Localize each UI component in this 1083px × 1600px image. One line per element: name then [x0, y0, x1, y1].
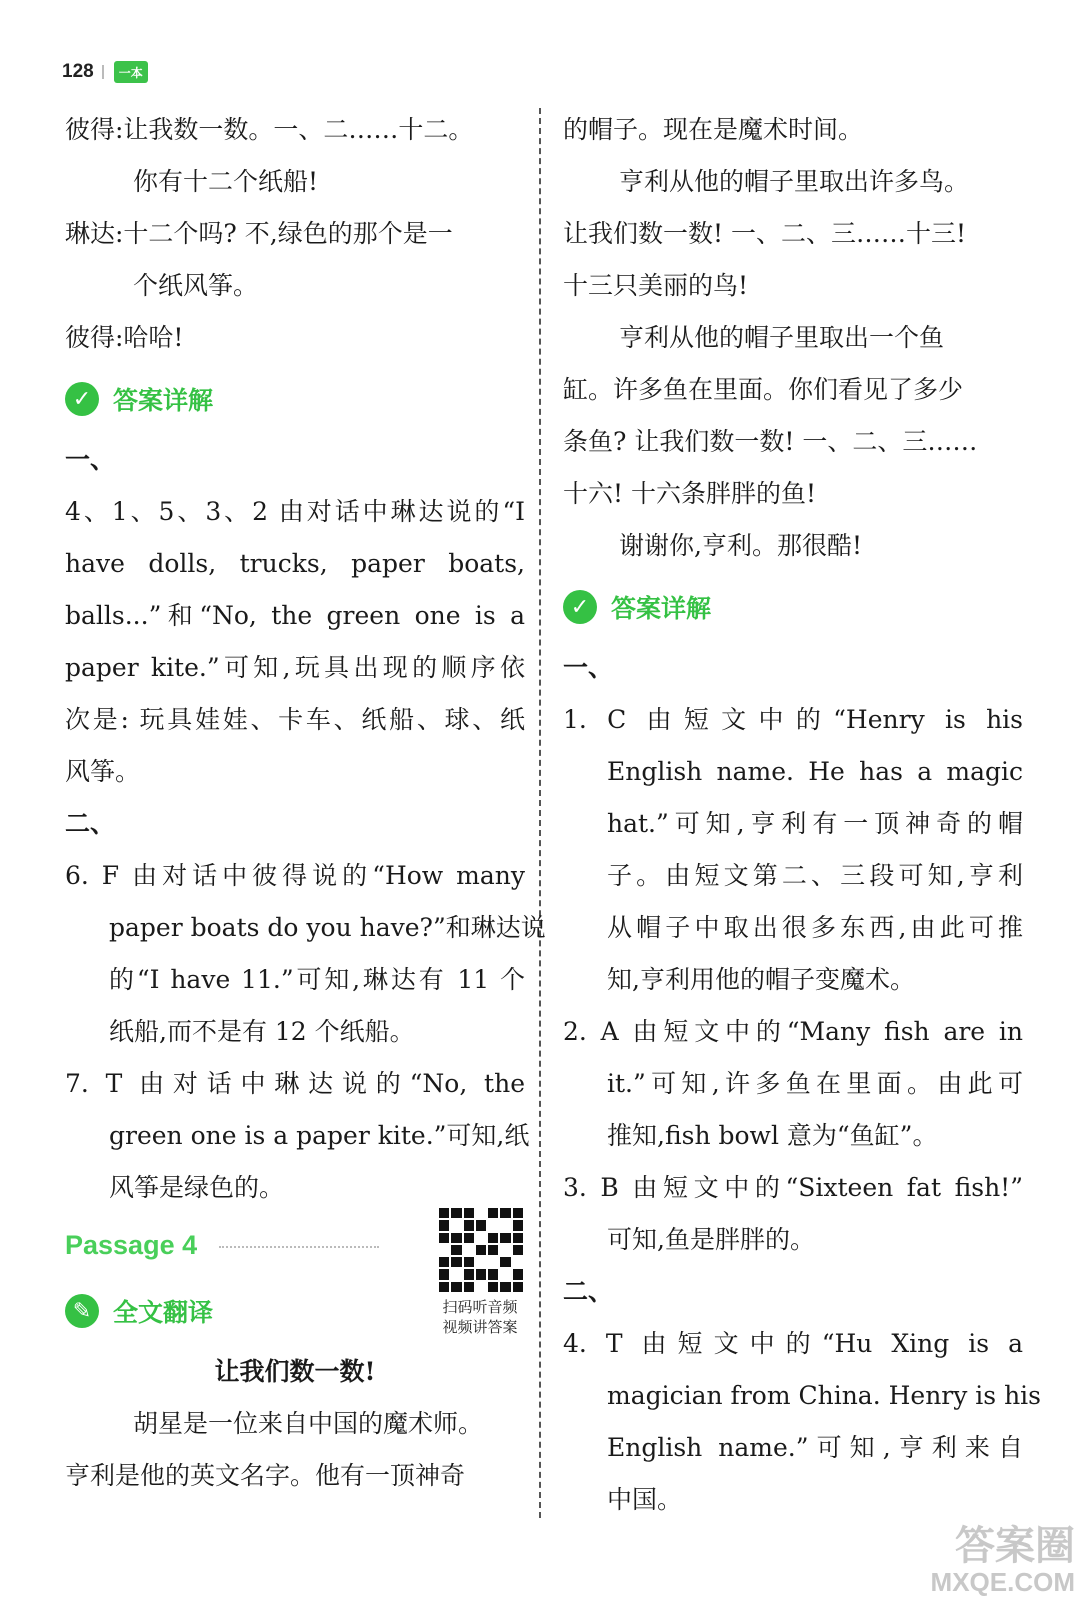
answer-line: paper boats do you have?”和琳达说 — [109, 913, 546, 942]
watermark-domain: MXQE.COM — [930, 1567, 1075, 1597]
part-label: 一、 — [563, 653, 614, 682]
answer-line: 的“I have 11.”可知,琳达有 11 个 — [109, 965, 525, 994]
answer-line: balls...”和“No, the green one is a — [65, 601, 525, 630]
answer-line: English name. He has a magic — [607, 757, 1023, 786]
story-line: 亨利从他的帽子里取出许多鸟。 — [619, 167, 970, 196]
part-label: 二、 — [65, 809, 116, 838]
story-line: 谢谢你,亨利。那很酷! — [619, 531, 862, 560]
column-divider — [539, 108, 541, 1518]
dialogue-line: 琳达:十二个吗? 不,绿色的那个是一 — [65, 219, 453, 248]
watermark — [931, 1524, 1075, 1596]
right-column — [563, 104, 1042, 1526]
story-line: 胡星是一位来自中国的魔术师。 — [133, 1409, 484, 1438]
qr-code-icon[interactable] — [439, 1208, 523, 1292]
dialogue-line: 你有十二个纸船! — [133, 167, 319, 196]
story-line: 十三只美丽的鸟! — [563, 271, 749, 300]
page-number: 128 — [62, 61, 94, 82]
qr-caption: 扫码听音频 视频讲答案 — [442, 1298, 518, 1336]
answer-line: magician from China. Henry is his — [607, 1381, 1042, 1410]
answer-heading-text: 答案详解 — [611, 594, 712, 623]
story-line: 亨利是他的英文名字。他有一顶神奇 — [65, 1461, 466, 1490]
answer-line: 纸船,而不是有 12 个纸船。 — [109, 1017, 415, 1046]
answer-heading-text: 答案详解 — [113, 386, 214, 415]
dialogue-line: 个纸风筝。 — [133, 271, 259, 300]
answer-line: 推知,fish bowl 意为“鱼缸”。 — [607, 1121, 938, 1150]
answer-line: 中国。 — [607, 1485, 683, 1514]
dialogue-line: 彼得:让我数一数。一、二……十二。 — [65, 115, 474, 144]
story-title: 让我们数一数! — [214, 1357, 376, 1386]
answer-line: 知,亨利用他的帽子变魔术。 — [607, 965, 915, 994]
answer-line: 1. C 由短文中的“Henry is his — [563, 705, 1023, 734]
header-divider — [102, 65, 104, 79]
part-label: 二、 — [563, 1277, 614, 1306]
page-header — [62, 58, 148, 86]
translation-heading-text: 全文翻译 — [113, 1298, 214, 1327]
check-icon: ✓ — [65, 382, 99, 416]
left-column — [65, 104, 546, 1502]
answer-line: 7. T 由对话中琳达说的“No, the — [65, 1069, 525, 1098]
answer-line: paper kite.”可知,玩具出现的顺序依 — [65, 653, 525, 682]
answer-line: 从帽子中取出很多东西,由此可推 — [607, 913, 1023, 942]
answer-line: 4. T 由短文中的“Hu Xing is a — [563, 1329, 1023, 1358]
answer-section-heading — [563, 572, 1023, 642]
dotted-rule — [219, 1246, 379, 1248]
story-line: 的帽子。现在是魔术时间。 — [563, 115, 864, 144]
answer-line: 风筝。 — [65, 757, 141, 786]
story-line: 缸。许多鱼在里面。你们看见了多少 — [563, 375, 964, 404]
answer-line: it.”可知,许多鱼在里面。由此可 — [607, 1069, 1023, 1098]
answer-line: 风筝是绿色的。 — [109, 1173, 285, 1202]
answer-line: 6. F 由对话中彼得说的“How many — [65, 861, 525, 890]
passage-title: Passage 4 — [65, 1229, 198, 1260]
brand-logo: 一本 — [114, 61, 148, 83]
watermark-text: 答案圈 — [955, 1524, 1075, 1568]
answer-line: 可知,鱼是胖胖的。 — [607, 1225, 815, 1254]
answer-line: English name.”可知,亨利来自 — [607, 1433, 1023, 1462]
answer-section-heading — [65, 364, 525, 434]
story-line: 让我们数一数! 一、二、三……十三! — [563, 219, 967, 248]
answer-line: 次是: 玩具娃娃、卡车、纸船、球、纸 — [65, 705, 525, 734]
dialogue-line: 彼得:哈哈! — [65, 323, 184, 352]
answer-line: have dolls, trucks, paper boats, — [65, 549, 525, 578]
answer-line: green one is a paper kite.”可知,纸 — [109, 1121, 530, 1150]
check-icon: ✓ — [563, 590, 597, 624]
answer-line: hat.”可知,亨利有一顶神奇的帽 — [607, 809, 1023, 838]
answer-line: 3. B 由短文中的“Sixteen fat fish!” — [563, 1173, 1023, 1202]
story-line: 十六! 十六条胖胖的鱼! — [563, 479, 817, 508]
pen-icon: ✎ — [65, 1294, 99, 1328]
answer-line: 子。由短文第二、三段可知,亨利 — [607, 861, 1023, 890]
answer-line: 2. A 由短文中的“Many fish are in — [563, 1017, 1023, 1046]
part-label: 一、 — [65, 445, 116, 474]
story-line: 条鱼? 让我们数一数! 一、二、三…… — [563, 427, 978, 456]
answer-line: 4、1、5、3、2 由对话中琳达说的“I — [65, 497, 525, 526]
story-line: 亨利从他的帽子里取出一个鱼 — [619, 323, 945, 352]
